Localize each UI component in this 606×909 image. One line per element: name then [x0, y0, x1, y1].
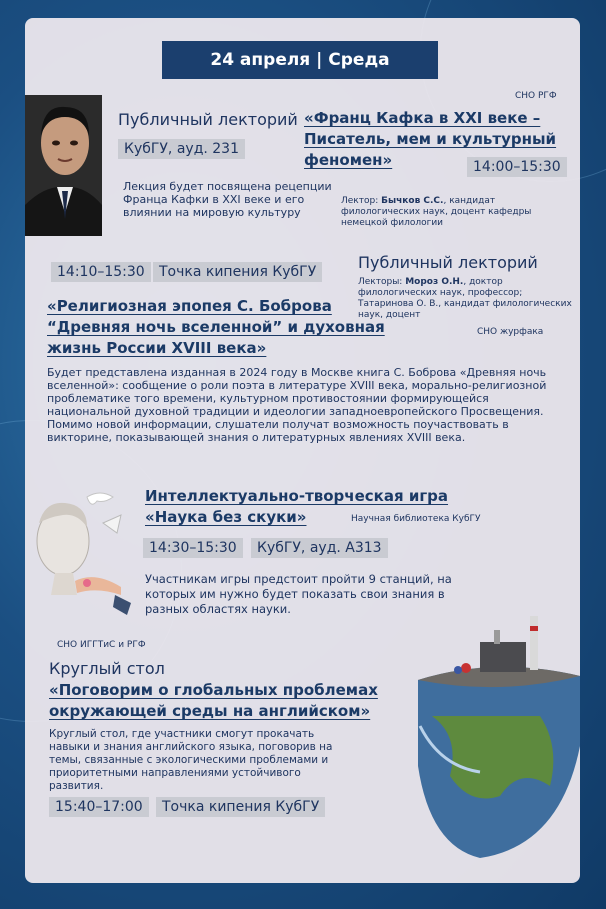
earth-factory-illustration — [410, 596, 580, 876]
program-card — [25, 18, 580, 883]
event2-organizer: СНО журфака — [477, 327, 544, 337]
kafka-portrait — [25, 95, 102, 236]
event1-lecturer — [341, 196, 569, 229]
event1-place-tag: КубГУ, ауд. 231 — [118, 139, 245, 159]
event1-format: Публичный лекторий — [118, 110, 298, 129]
date-header-text: 24 апреля | Среда — [210, 50, 390, 70]
event1-lecturer-prefix: Лектор: — [341, 196, 382, 206]
event3-place-tag: КубГУ, ауд. А313 — [251, 538, 388, 558]
event1-lecturer-details: , кандидат филологических наук, доцент кафедры немецкой филологии — [341, 196, 532, 228]
event4-place-tag: Точка кипения КубГУ — [156, 797, 325, 817]
event4-format: Круглый стол — [49, 659, 165, 678]
event2-time-tag: 14:10–15:30 — [51, 262, 151, 282]
event2-format: Публичный лекторий — [358, 253, 538, 272]
event2-place-tag: Точка кипения КубГУ — [153, 262, 322, 282]
game-collage-illustration — [25, 483, 135, 623]
event1-title: «Франц Кафка в XXI веке – Писатель, мем и культурный феномен» — [304, 109, 557, 169]
event1-organizer: СНО РГФ — [515, 91, 557, 101]
event4-title: «Поговорим о глобальных проблемах окружающей среды на английском» — [49, 681, 378, 720]
event4-description: Круглый стол, где участники смогут прокачать навыки и знания английского языка, поговорив на темы, связанные с экологическими проблемами и приоритетными направлениями устойчивого развития. — [49, 728, 333, 792]
event2-lecturers-details: , доктор филологических наук, профессор; Татаринова О. В., кандидат филологических наук, доцент — [358, 277, 572, 320]
event2-lecturer-name: Мороз О.Н. — [405, 277, 464, 287]
event2-title: «Религиозная эпопея С. Боброва “Древняя ночь вселенной” и духовная жизнь России XVIII века» — [47, 297, 385, 357]
event3-title: Интеллектуально-творческая игра «Наука без скуки» — [145, 487, 449, 526]
event1-lecturer-name: Бычков С.С. — [381, 196, 444, 206]
event2-description: Будет представлена изданная в 2024 году в Москве книга С. Боброва «Древняя ночь вселенной»: сообщение о роли поэта в литературе XVIII века, морально-религиозной проблематике того времени, культурном противостоянии формирующейся национальной духовной традиции и идеологии западноевропейского Просвещения. Помимо новой информации, слушатели получат возможность поучаствовать в викторине, показывающей знания о литературных явлениях XVIII века. — [47, 366, 547, 444]
event3-description: Участникам игры предстоит пройти 9 станций, на которых им нужно будет показать свои знания в разных областях науки. — [145, 572, 452, 616]
event3-time-tag: 14:30–15:30 — [143, 538, 243, 558]
event1-time-tag: 14:00–15:30 — [467, 157, 567, 177]
event4-organizer: СНО ИГГТиС и РГФ — [57, 640, 146, 650]
event2-lecturers-prefix: Лекторы: — [358, 277, 406, 287]
event1-description: Лекция будет посвящена рецепции Франца Кафки в XXI веке и его влиянии на мировую культуру — [123, 180, 332, 219]
date-header — [162, 41, 438, 79]
event3-organizer: Научная библиотека КубГУ — [351, 514, 481, 524]
event4-time-tag: 15:40–17:00 — [49, 797, 149, 817]
